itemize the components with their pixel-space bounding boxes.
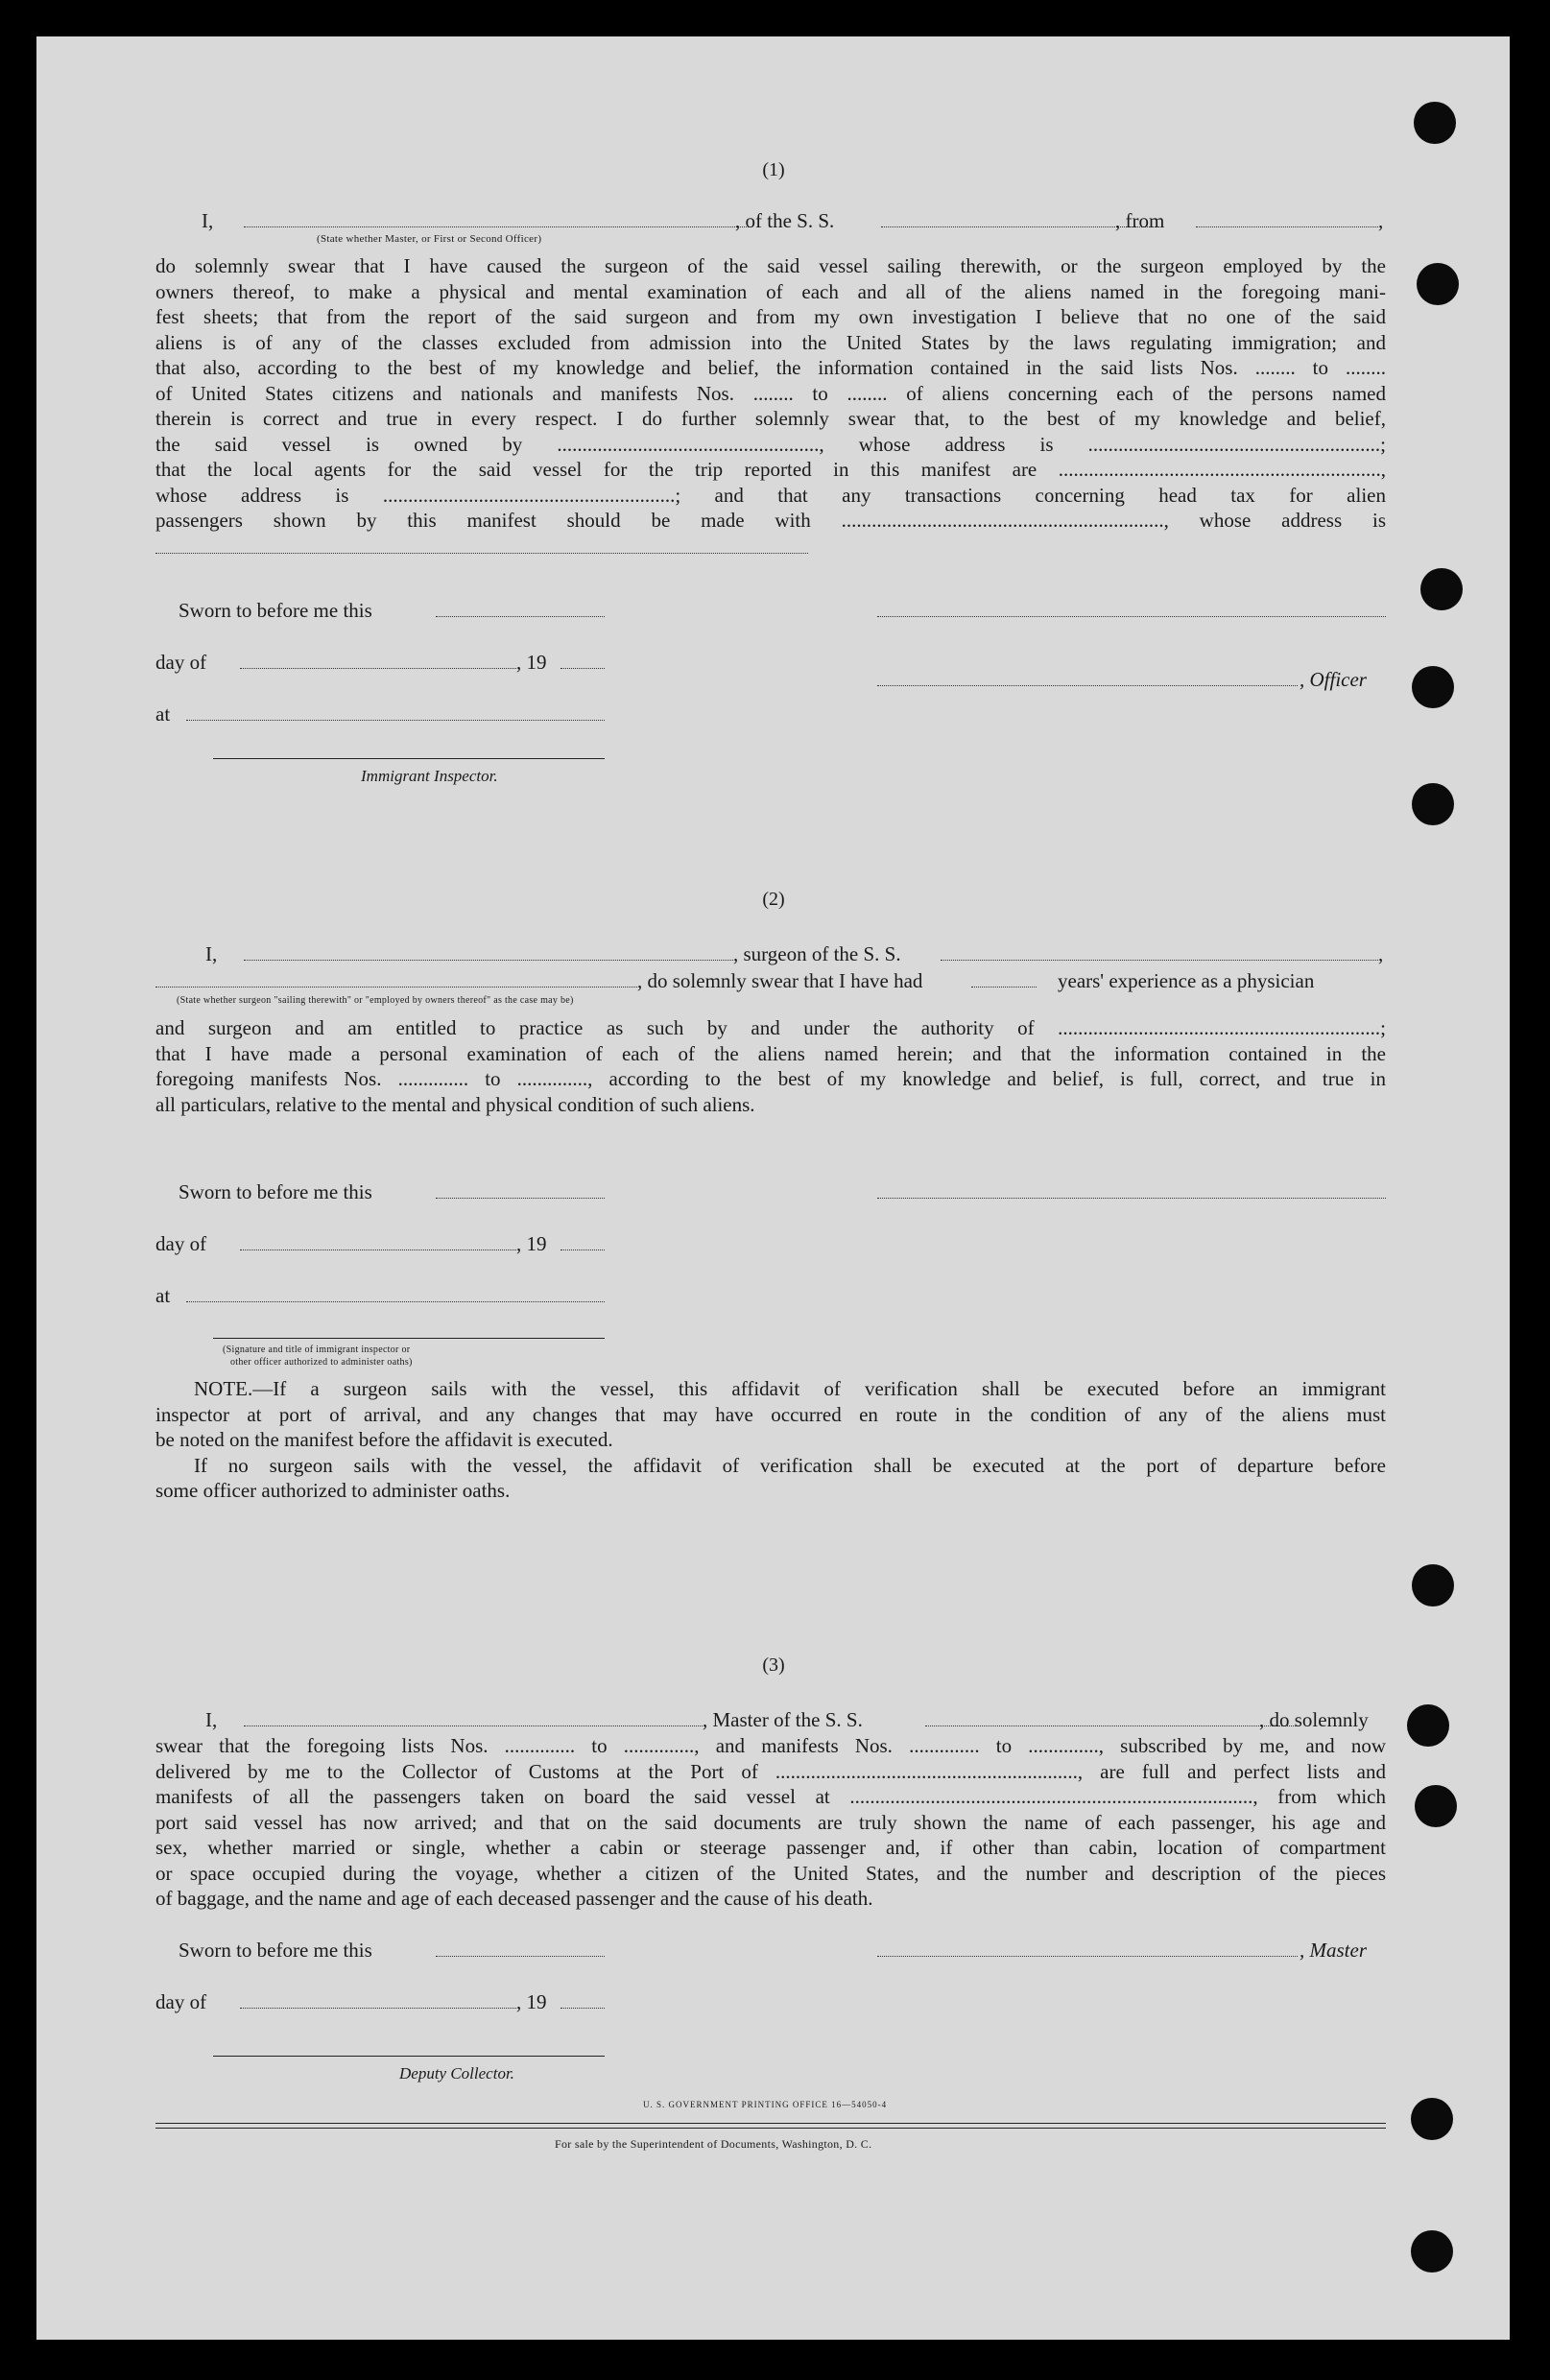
at-label: at — [155, 1284, 171, 1307]
master-paragraph — [155, 1733, 1386, 1912]
paragraph-line: sex, whether married or single, whether a cabin or steerage passenger and, if other than cabin, location of compartment — [155, 1836, 1386, 1859]
experience-text: years' experience as a physician — [1058, 969, 1315, 992]
year-label: , 19 — [516, 1232, 547, 1255]
oath-paragraph — [155, 253, 1386, 534]
paragraph-line: of United States citizens and nationals and manifests Nos. ........ to ........ of aliens concerning each of the persons named — [155, 381, 1386, 405]
note-paragraph — [155, 1376, 1386, 1504]
sworn-date-field[interactable] — [436, 616, 605, 617]
master-label: , Master — [1300, 1939, 1367, 1962]
address-continuation-field[interactable] — [155, 553, 808, 554]
departure-port-field[interactable] — [1196, 226, 1378, 227]
section-number: (1) — [762, 159, 785, 180]
year-label: , 19 — [516, 651, 547, 674]
punch-hole — [1420, 568, 1463, 610]
master-signature-field[interactable] — [877, 1956, 1298, 1957]
paragraph-line: manifests of all the passengers taken on board the said vessel at ................................................................................, from which — [155, 1785, 1386, 1808]
paragraph-line: of baggage, and the name and age of each deceased passenger and the cause of his death. — [155, 1887, 873, 1910]
punch-hole — [1412, 1564, 1454, 1606]
note-line: NOTE.—If a surgeon sails with the vessel, this affidavit of verification shall be executed before an immigrant — [194, 1377, 1386, 1400]
punch-hole — [1414, 102, 1456, 144]
day-of-label: day of — [155, 1232, 207, 1255]
surgeon-status-field[interactable] — [155, 987, 637, 988]
paragraph-line: that the local agents for the said vessel for the trip reported in this manifest are ................................................................, — [155, 458, 1386, 481]
paragraph-line: that I have made a personal examination of each of the aliens named herein; and that the information contained in the — [155, 1041, 1386, 1065]
inspector-signature-line[interactable] — [213, 1338, 605, 1339]
at-label: at — [155, 702, 171, 726]
sale-notice: For sale by the Superintendent of Documents, Washington, D. C. — [555, 2137, 872, 2151]
paragraph-line: port said vessel has now arrived; and that on the said documents are truly shown the name of each passenger, his age and — [155, 1810, 1386, 1834]
place-field[interactable] — [186, 1301, 605, 1302]
printing-office-imprint: U. S. GOVERNMENT PRINTING OFFICE 16—54050-4 — [643, 2100, 888, 2109]
year-field[interactable] — [560, 668, 605, 669]
vessel-name-field[interactable] — [941, 960, 1378, 961]
day-of-label: day of — [155, 1990, 207, 2013]
note-line: If no surgeon sails with the vessel, the affidavit of verification shall be executed at the port of departure before — [194, 1453, 1386, 1477]
form-page — [36, 36, 1510, 2340]
surgeon-of-label: , surgeon of the S. S. — [733, 942, 901, 965]
deputy-title: Deputy Collector. — [399, 2064, 514, 2082]
sworn-date-field[interactable] — [436, 1956, 605, 1957]
signature-caption: (Signature and title of immigrant inspector or — [223, 1345, 411, 1355]
punch-hole — [1412, 783, 1454, 825]
field-caption: (State whether Master, or First or Second Officer) — [317, 233, 542, 245]
paragraph-line: foregoing manifests Nos. .............. to .............., according to the best of my knowledge and belief, is full, correct, and true in — [155, 1067, 1386, 1090]
paragraph-line: or space occupied during the voyage, whether a citizen of the United States, and the number and description of the pieces — [155, 1861, 1386, 1885]
note-line: be noted on the manifest before the affidavit is executed. — [155, 1428, 613, 1451]
paragraph-line: swear that the foregoing lists Nos. .............. to .............., and manifests Nos. .............. to .............., subscribed by me, and now — [155, 1734, 1386, 1757]
master-of-label: , Master of the S. S. — [703, 1708, 863, 1731]
inspector-title: Immigrant Inspector. — [361, 767, 498, 785]
signature-field[interactable] — [877, 1198, 1386, 1199]
place-field[interactable] — [186, 720, 605, 721]
solemnly-label: , do solemnly — [1259, 1708, 1369, 1731]
field-caption: (State whether surgeon "sailing therewith" or "employed by owners thereof" as the case may be) — [177, 995, 574, 1006]
punch-hole — [1411, 2098, 1453, 2140]
paragraph-line: all particulars, relative to the mental and physical condition of such aliens. — [155, 1092, 755, 1116]
years-experience-field[interactable] — [971, 987, 1037, 988]
officer-rank-field[interactable] — [244, 226, 749, 227]
paragraph-line: and surgeon and am entitled to practice as such by and under the authority of ................................................................; — [155, 1016, 1386, 1039]
i-label: I, — [205, 942, 218, 965]
punch-hole — [1417, 263, 1459, 305]
punch-hole — [1411, 2230, 1453, 2273]
year-label: , 19 — [516, 1990, 547, 2013]
paragraph-line: whose address is ..........................................................; and that any transactions concerning head tax for alien — [155, 483, 1386, 507]
signature-caption: other officer authorized to administer oaths) — [230, 1357, 413, 1368]
officer-signature-field[interactable] — [877, 685, 1298, 686]
surgeon-paragraph — [155, 1015, 1386, 1117]
sworn-label: Sworn to before me this — [179, 599, 372, 622]
paragraph-line: delivered by me to the Collector of Customs at the Port of ............................................................, are full and perfect lists and — [155, 1759, 1386, 1783]
punch-hole — [1415, 1785, 1457, 1827]
inspector-signature-line[interactable] — [213, 758, 605, 759]
paragraph-line: that also, according to the best of my knowledge and belief, the information contained in the said lists Nos. ........ to ........ — [155, 356, 1386, 379]
sworn-label: Sworn to before me this — [179, 1180, 372, 1203]
month-field[interactable] — [240, 668, 516, 669]
comma: , — [1378, 942, 1384, 965]
from-label: , from — [1115, 209, 1165, 232]
note-line: inspector at port of arrival, and any changes that may have occurred en route in the condition of any of the aliens must — [155, 1402, 1386, 1426]
footer-rule — [155, 2123, 1386, 2124]
paragraph-line: owners thereof, to make a physical and mental examination of each and all of the aliens named in the foregoing mani- — [155, 279, 1386, 303]
paragraph-line: therein is correct and true in every respect. I do further solemnly swear that, to the best of my knowledge and belief, — [155, 407, 1386, 430]
punch-hole — [1412, 666, 1454, 708]
comma: , — [1378, 209, 1384, 232]
sworn-label: Sworn to before me this — [179, 1939, 372, 1962]
deputy-signature-line[interactable] — [213, 2056, 605, 2057]
section-number: (2) — [762, 889, 785, 910]
footer-rule — [155, 2128, 1386, 2129]
sworn-date-field[interactable] — [436, 1198, 605, 1199]
note-line: some officer authorized to administer oaths. — [155, 1479, 511, 1502]
paragraph-line: do solemnly swear that I have caused the surgeon of the said vessel sailing therewith, or the surgeon employed by the — [155, 254, 1386, 277]
paragraph-line: passengers shown by this manifest should be made with ................................................................, whose address is — [155, 509, 1386, 532]
punch-hole — [1407, 1704, 1449, 1747]
of-ss-label: , of the S. S. — [735, 209, 835, 232]
officer-label: , Officer — [1300, 668, 1367, 691]
i-label: I, — [202, 209, 214, 232]
section-number: (3) — [762, 1654, 785, 1676]
paragraph-line: aliens is of any of the classes excluded from admission into the United States by the laws regulating immigration; and — [155, 330, 1386, 354]
i-label: I, — [205, 1708, 218, 1731]
surgeon-name-field[interactable] — [244, 960, 733, 961]
day-of-label: day of — [155, 651, 207, 674]
solemnly-swear-text: , do solemnly swear that I have had — [637, 969, 923, 992]
signature-field[interactable] — [877, 616, 1386, 617]
paragraph-line: the said vessel is owned by ...................................................., whose address is ..........................................................; — [155, 432, 1386, 456]
paragraph-line: fest sheets; that from the report of the said surgeon and from my own investigation I believe that no one of the said — [155, 305, 1386, 328]
month-field[interactable] — [240, 2008, 516, 2009]
year-field[interactable] — [560, 2008, 605, 2009]
